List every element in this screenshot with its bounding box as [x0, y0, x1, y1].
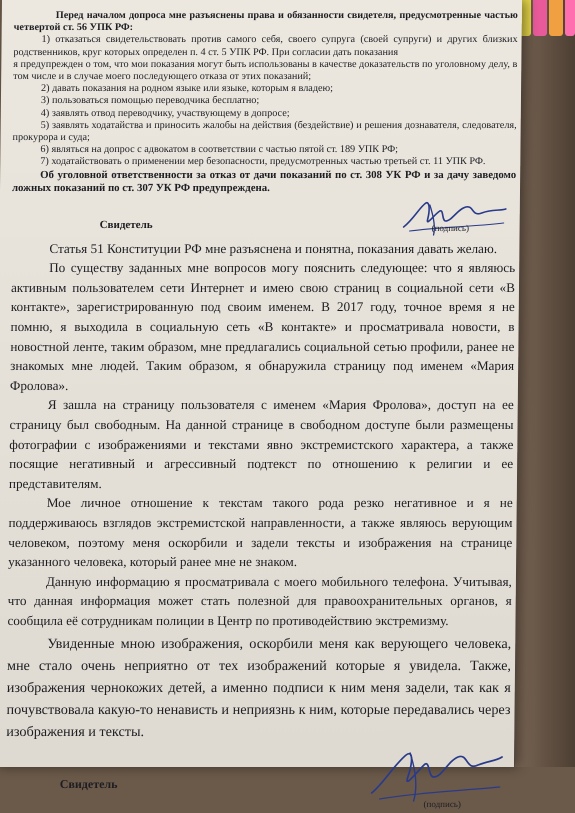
- handwritten-signature-icon: [366, 743, 507, 805]
- witness-label: Свидетель: [99, 218, 153, 231]
- rights-intro: Перед началом допроса мне разъяснены права и обязанности свидетеля, предусмотренные частью четвертой ст. 56 УПК РФ:: [13, 10, 518, 34]
- testimony-paragraph: Я зашла на страницу пользователя с именем «Мария Фролова», доступ на ее страницу был свободным. На данной странице в свободном доступе были размещены фотографии с изображениями и текстами явно экстремистского характера, а также посящие негативный и агрессивный подтекст по отношению к религии и ее представителям.: [8, 397, 514, 491]
- signature-caption: (подпись): [423, 798, 462, 809]
- rights-section: [12, 10, 518, 195]
- sticky-tab-pink: [533, 0, 547, 36]
- rights-item: 2) давать показания на родном языке или языке, которым я владею;: [41, 83, 334, 95]
- liability-warning: Об уголовной ответственности за отказ от дачи показаний по ст. 308 УК РФ и за дачу заведомо ложных показаний по ст. 307 УК РФ предупреждена.: [11, 168, 517, 194]
- testimony-paragraph: Мое личное отношение к текстам такого рода резко негативное и я не поддерживаюсь взглядов экстремистской направленности, а также являюсь верующим человеком, поэтому меня оскорбили и задели тексты и изображения на странице указанного человека, который ранее мне не знаком.: [8, 495, 513, 570]
- document-content: [5, 10, 517, 813]
- rights-item: 4) заявлять отвод переводчику, участвующему в допросе;: [40, 107, 290, 119]
- testimony-body: [7, 239, 515, 631]
- sticky-tabs: [513, 0, 575, 40]
- signature-block-bottom: [5, 743, 510, 813]
- testimony-body-continued: [6, 633, 511, 743]
- witness-label: Свидетель: [59, 776, 118, 791]
- signature-block-top: [12, 201, 516, 233]
- testimony-paragraph: Статья 51 Конституции РФ мне разъяснена и понятна, показания давать желаю.: [49, 240, 498, 256]
- signature-caption: (подпись): [431, 222, 470, 233]
- rights-item: 1) отказаться свидетельствовать против самого себя, своего супруга (своей супруги) и других близких родственников, круг которых определен п. 4 ст. 5 УПК РФ. При согласии дать показания: [13, 34, 518, 58]
- rights-item: 3) пользоваться помощью переводчика бесплатно;: [40, 95, 260, 107]
- rights-item: я предупрежден о том, что мои показания могут быть использованы в качестве доказательств по уголовному делу, в том числе и в случае моего последующего отказа от этих показаний;: [13, 58, 518, 83]
- sticky-tab-magenta: [565, 0, 575, 36]
- rights-item: 5) заявлять ходатайства и приносить жалобы на действия (бездействие) и решения дознавателя, следователя, прокурора и суда;: [12, 119, 517, 144]
- sticky-tab-orange: [549, 0, 563, 36]
- rights-item: 6) являться на допрос с адвокатом в соответствии с частью пятой ст. 189 УПК РФ;: [40, 144, 399, 156]
- desk-background: [515, 0, 575, 767]
- testimony-paragraph: Данную информацию я просматривала с моего мобильного телефона. Учитывая, что данная информация может стать полезной для правоохранительных органов, я сообщила её сотрудникам полиции в Центр по противодействию экстремизму.: [7, 573, 512, 628]
- rights-item: 7) ходатайствовать о применении мер безопасности, предусмотренных частью третьей ст. 11 УПК РФ.: [40, 156, 486, 168]
- testimony-paragraph: По существу заданных мне вопросов могу пояснить следующее: что я являюсь активным пользователем сети Интернет и имею свою страниц в социальной сети «В контакте», зарегистрированную под своим именем. В 2017 году, точное время я не помню, я выходила в социальную сеть «В контакте» и просматривала новости, в новостной ленте, таким образом, мне предлагались социальной сетью профили, ранее не знакомых мне людей. Таким образом, я обнаружила страницу под именем «Мария Фролова».: [9, 260, 516, 393]
- testimony-paragraph: Увиденные мною изображения, оскорбили меня как верующего человека, мне стало очень неприятно от тех изображений которые я увидела. Также, изображения чернокожих детей, а именно подписи к ним меня задели, так как я почувствовала какую-то ненависть и неприязнь к ним, которые передавались через изображения и тексты.: [6, 635, 512, 740]
